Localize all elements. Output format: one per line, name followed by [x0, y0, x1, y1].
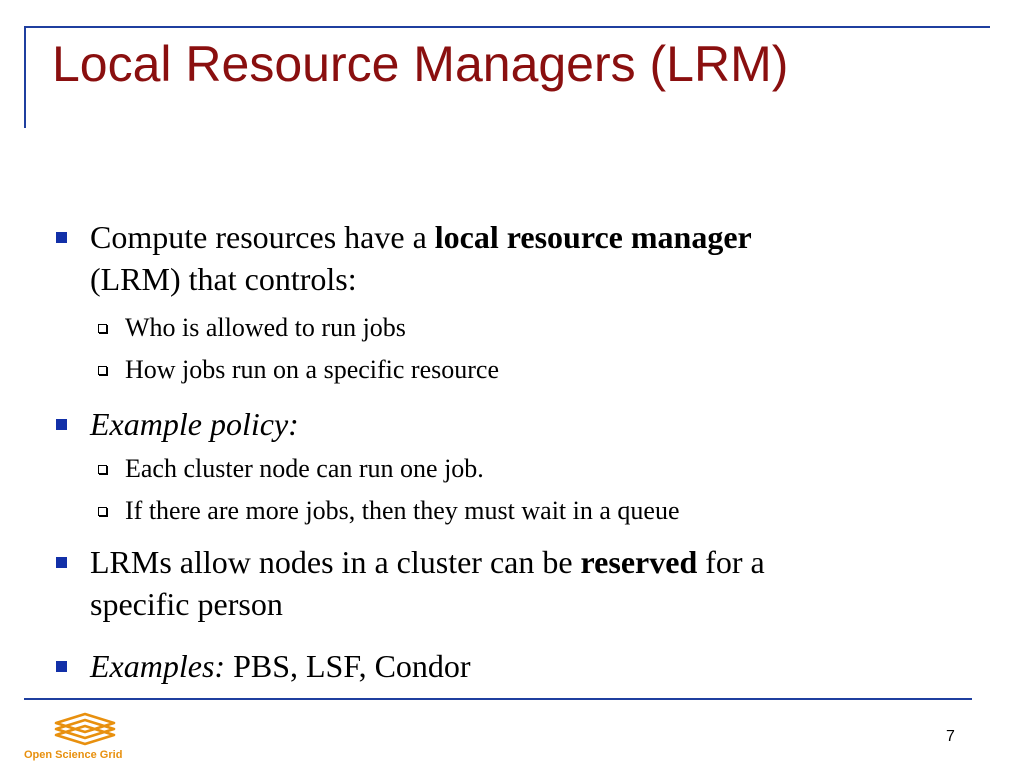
bullet-text: Compute resources have a	[90, 219, 435, 255]
sub-bullet-marker	[98, 324, 107, 333]
sub-bullet-text: Who is allowed to run jobs	[125, 313, 406, 342]
bullet-example-policy	[90, 403, 970, 445]
bullet-text: LRMs allow nodes in a cluster can be	[90, 544, 581, 580]
sub-bullet-marker	[98, 366, 107, 375]
sub-bullet-marker	[98, 465, 107, 474]
open-science-grid-logo	[52, 712, 118, 746]
sub-bullet-text: If there are more jobs, then they must wait in a queue	[125, 496, 680, 525]
bullet-text-continued: specific person	[90, 586, 283, 622]
bullet-text: PBS, LSF, Condor	[225, 648, 471, 684]
page-number: 7	[946, 728, 955, 745]
footer-rule	[24, 698, 972, 700]
open-science-grid-label: Open Science Grid	[24, 749, 123, 761]
bullet-text-suffix: for a	[697, 544, 765, 580]
bullet-marker	[56, 661, 67, 672]
bullet-marker	[56, 557, 67, 568]
bullet-compute-resources	[90, 216, 970, 300]
bullet-lrm-reservation	[90, 541, 970, 625]
slide-title: Local Resource Managers (LRM)	[52, 36, 789, 92]
bullet-bold-term: reserved	[580, 544, 698, 580]
bullet-italic-text: Examples:	[90, 648, 226, 684]
bullet-examples	[90, 645, 970, 687]
sub-bullet-marker	[98, 507, 107, 516]
sub-bullet-text: Each cluster node can run one job.	[125, 454, 484, 483]
sub-bullet-text: How jobs run on a specific resource	[125, 355, 499, 384]
bullet-italic-text: Example policy:	[90, 406, 299, 442]
bullet-bold-term: local resource manager	[434, 219, 752, 255]
bullet-text-continued: (LRM) that controls:	[90, 261, 357, 297]
bullet-marker	[56, 419, 67, 430]
bullet-marker	[56, 232, 67, 243]
